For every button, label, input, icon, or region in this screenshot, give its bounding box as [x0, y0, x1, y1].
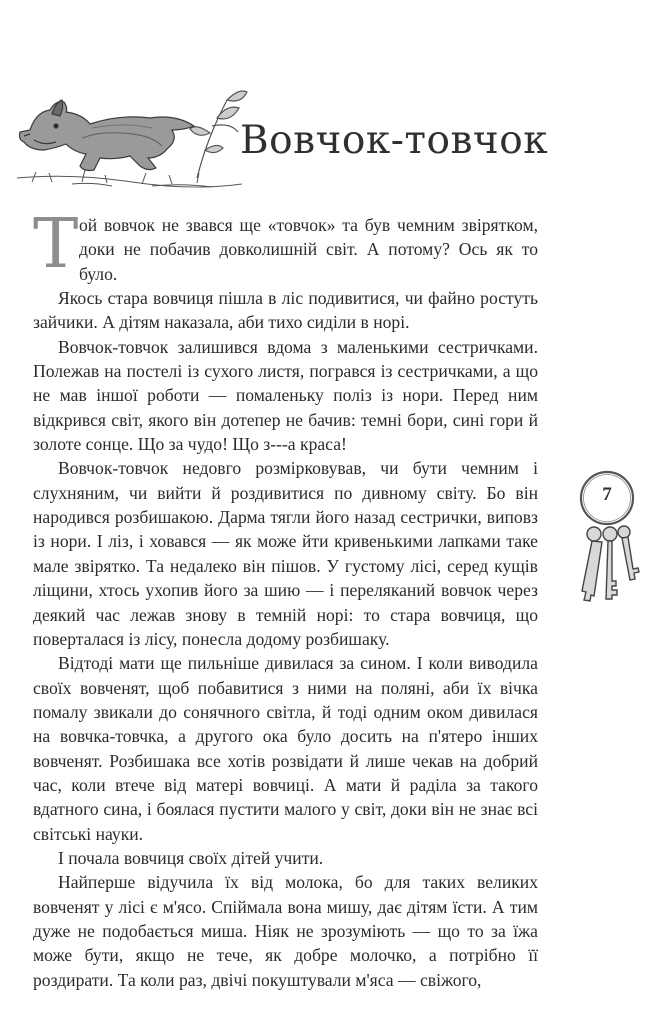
paragraph-5: Відтоді мати ще пильніше дивилася за сином. І коли виводила своїх вовченят, щоб побавитися з ними на поляні, аби їх вічка помалу звикали до сонячного світла, й тоді одним оком дивилася на вовчка-товчка, а другого ока було досить на п'ятеро інших вовченят. Розбишака все хотів розвідати й лише чекав на добрий час, коли втече від матері вовчиці. А мати й раділа за такого вдатного сина, і боялася пустити малого у світ, доки він не знає всі світські науки. [33, 653, 538, 844]
paragraph-4: Вовчок-товчок недовго розмірковував, чи бути чемним і слухняним, чи вийти й роздивитися по дивному світу. Бо він народився розбишакою. Дарма тягли його назад сестрички, виповз із нори. І ліз, і ховався — як може йти кривенькими лапками таке мале звірятко. Та недалеко він пішов. У густому лісі, серед кущів ліщини, хтось ухопив його за шию — і переляканий вовчок через деякий час лежав знову в темній норі: то стара вовчиця, що поверталася із лісу, понесла додому розбишаку. [33, 458, 538, 649]
page-number: 7 [602, 484, 612, 505]
chapter-title: Вовчок-товчок [240, 118, 549, 163]
story-text [33, 205, 538, 992]
drop-cap: Т [33, 205, 79, 284]
paragraph-1: Той вовчок не звався ще «товчок» та був чемним звірятком, доки не побачив довколишній світ. А потому? Ось як то було. [33, 205, 538, 284]
paragraph-2: Якось стара вовчиця пішла в ліс подивитися, чи файно ростуть зайчики. А дітям наказала, аби тихо сиділи в норі. [33, 288, 538, 333]
paragraph-7: Найперше відучила їх від молока, бо для таких великих вовченят у лісі є м'ясо. Спіймала вона мишу, дає дітям їсти. А тим дуже не подобається миша. Ніяк не зрозуміють — що то за їжа може бути, якщо не тече, як добре молочко, а потрібно її роздирати. Та коли раз, двічі покуштували м'яса — свіжого, [33, 872, 538, 990]
wolf-cub-illustration [12, 78, 267, 198]
paragraph-6: І почала вовчиця своїх дітей учити. [58, 847, 324, 868]
paragraph-3: Вовчок-товчок залишився вдома з маленькими сестричками. Полежав на постелі із сухого листя, погрався із сестричками, а що не мав іншої роботи — помаленьку поліз із нори. Перед ним відкрився світ, якого він дотепер не бачив: темні бори, сині гори й золоте сонце. Що за чудо! Що з---а краса! [33, 336, 538, 455]
